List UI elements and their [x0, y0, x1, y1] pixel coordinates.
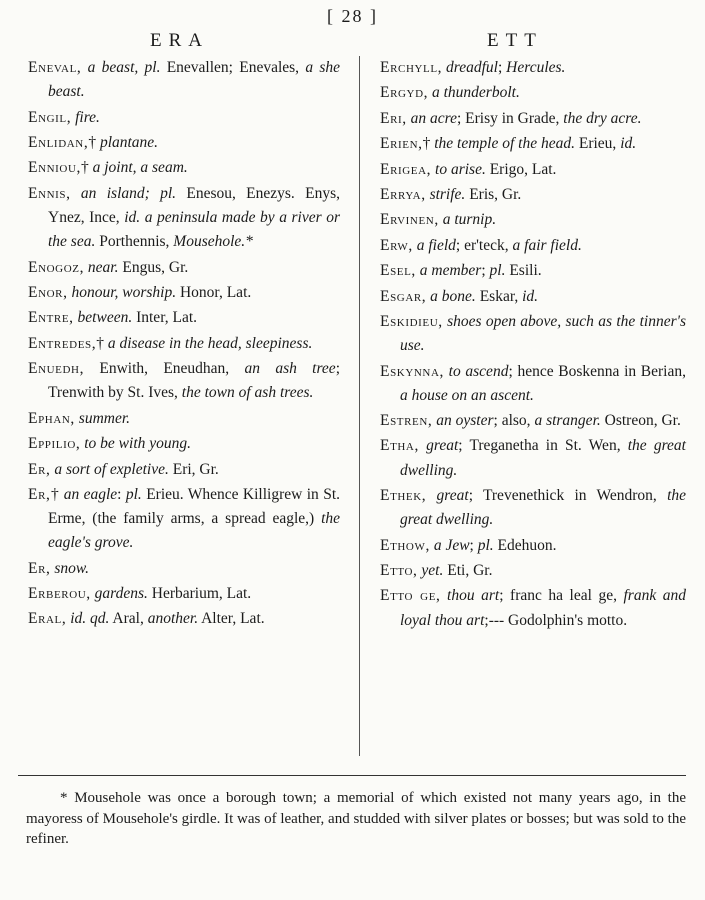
dictionary-entry [28, 557, 340, 581]
entry-gloss: a house on an ascent. [400, 386, 534, 404]
entry-gloss: the eagle's grove. [48, 510, 340, 552]
entry-text: Erieu, [574, 135, 621, 153]
entry-text: Enwith, Eneudhan, [84, 360, 245, 378]
dictionary-entry [380, 259, 686, 283]
entry-gloss: a she beast. [48, 59, 340, 101]
entry-gloss: the town of ash trees. [181, 384, 314, 402]
dictionary-entry [380, 81, 686, 105]
right-column [380, 56, 686, 634]
entry-gloss: a Jew [429, 536, 470, 554]
left-column-heading: ERA [150, 30, 209, 51]
entry-text: † [96, 334, 108, 352]
entry-text: ; [469, 536, 478, 554]
entry-text: Enesou, Enezys. Enys, Ynez, Ince, [48, 184, 340, 226]
footnote-rule [18, 775, 686, 776]
entry-gloss: between. [73, 309, 133, 327]
entry-gloss: a stranger. [534, 412, 601, 430]
dictionary-entry [28, 56, 340, 104]
entry-gloss: Hercules. [506, 59, 566, 76]
dictionary-entry [28, 458, 340, 482]
entry-text: Engus, Gr. [118, 258, 189, 276]
entry-gloss: an acre [406, 109, 457, 127]
entry-text: ; Erisy in Grade, [456, 109, 564, 127]
entry-gloss: the great dwelling. [400, 437, 686, 479]
entry-gloss: a bone. [426, 287, 476, 305]
entry-text: ; [481, 262, 490, 280]
entry-text: † [50, 485, 64, 503]
entry-headword: Esel, [380, 262, 416, 280]
entry-gloss: dreadful [442, 59, 498, 76]
entry-text: : [117, 485, 126, 503]
entry-text: ; Trenwith by St. Ives, [48, 360, 340, 402]
entry-gloss: id. a peninsula made by a river or the sea. [48, 208, 340, 251]
entry-headword: Eskidieu, [380, 312, 443, 330]
entry-text: ; er'teck, [455, 236, 513, 254]
entry-gloss: yet. [417, 562, 444, 580]
dictionary-entry [28, 483, 340, 556]
entry-headword: Errya, [380, 185, 426, 203]
entry-text: Edehuon. [493, 536, 557, 554]
entry-headword: Enor, [28, 283, 68, 301]
entry-text: Aral, [109, 610, 148, 628]
entry-headword: Etto, [380, 562, 418, 580]
entry-text: ; hence Boskenna in Berian, [508, 362, 686, 380]
dictionary-entry [380, 559, 686, 583]
entry-headword: Enogoz, [28, 258, 85, 276]
entry-text: Eri, Gr. [168, 460, 219, 478]
entry-text: Eris, Gr. [465, 185, 522, 203]
column-divider [359, 56, 360, 756]
entry-text: ;--- Godolphin's motto. [484, 611, 628, 629]
dictionary-entry [28, 332, 340, 356]
entry-text: † [80, 159, 93, 177]
entry-gloss: frank and loyal thou art [400, 587, 686, 629]
entry-text: Alter, Lat. [198, 610, 265, 628]
entry-headword: Eral, [28, 610, 67, 628]
entry-headword: Ennis, [28, 184, 71, 202]
entry-text: Herbarium, Lat. [147, 585, 252, 603]
entry-gloss: an eagle [63, 485, 118, 503]
entry-gloss: id. qd. [66, 610, 110, 628]
entry-gloss: strife. [425, 185, 466, 203]
entry-gloss: pl. [489, 262, 506, 280]
entry-gloss: a sort of expletive. [50, 460, 169, 478]
entry-gloss: shoes open above, such as the tinner's use. [400, 312, 686, 355]
entry-headword: Erw, [380, 236, 413, 254]
dictionary-entry [380, 56, 686, 80]
entry-gloss: to be with young. [80, 435, 192, 453]
entry-headword: Enuedh, [28, 360, 85, 378]
entry-text: ; Trevenethick in Wendron, [468, 487, 668, 505]
entry-headword: Ervinen, [380, 211, 439, 229]
dictionary-entry [28, 131, 340, 155]
entry-gloss: honour, worship. [67, 283, 177, 301]
dictionary-entry [380, 584, 686, 632]
dictionary-entry [28, 106, 340, 130]
entry-headword: Eri, [380, 109, 407, 127]
dictionary-entry [28, 306, 340, 330]
dictionary-entry [380, 484, 686, 532]
entry-headword: Etto ge, [380, 587, 441, 605]
entry-headword: Erchyll, [380, 59, 443, 76]
entry-text: † [422, 135, 435, 153]
dictionary-entry [28, 156, 340, 180]
entry-gloss: snow. [50, 559, 89, 577]
right-column-heading: ETT [487, 30, 543, 51]
entry-headword: Esgar, [380, 287, 427, 305]
entry-headword: Ethek, [380, 487, 427, 505]
entry-gloss: a field [412, 236, 456, 254]
entry-gloss: a turnip. [438, 211, 497, 229]
entry-text: Eti, Gr. [443, 562, 493, 580]
entry-gloss: the dry acre. [563, 109, 642, 127]
entry-headword: Entredes, [28, 334, 97, 352]
entry-gloss: great [418, 437, 459, 455]
entry-gloss: pl. [477, 536, 494, 554]
entry-gloss: a disease in the head, sleepiness. [107, 334, 313, 352]
dictionary-entry [28, 182, 340, 255]
entry-headword: Erigea, [380, 160, 432, 178]
entry-headword: Etha, [380, 437, 419, 455]
entry-gloss: thou art [440, 587, 500, 605]
entry-gloss: the great dwelling. [400, 487, 686, 529]
entry-gloss: fire. [71, 108, 100, 126]
dictionary-entry [380, 208, 686, 232]
entry-gloss: an oyster [432, 412, 494, 430]
entry-headword: Ephan, [28, 409, 75, 427]
dictionary-entry [28, 281, 340, 305]
dictionary-entry [28, 256, 340, 280]
entry-gloss: a fair field. [512, 236, 582, 254]
dictionary-entry [380, 409, 686, 433]
entry-gloss: summer. [74, 409, 131, 427]
entry-headword: Eneval, [28, 59, 82, 76]
dictionary-entry [380, 183, 686, 207]
entry-text: Eskar, [475, 287, 523, 305]
dictionary-entry [380, 534, 686, 558]
entry-headword: Er, [28, 460, 51, 478]
dictionary-entry [380, 132, 686, 156]
entry-text: ; Treganetha in St. Wen, [458, 437, 628, 455]
entry-gloss: to arise. [431, 160, 486, 178]
entry-gloss: gardens. [90, 585, 148, 603]
entry-headword: Er, [28, 559, 51, 577]
entry-gloss: id. [522, 287, 539, 305]
entry-gloss: id. [620, 135, 637, 153]
entry-gloss: an ash tree [244, 360, 336, 378]
dictionary-entry [380, 310, 686, 358]
entry-headword: Ergyd, [380, 84, 429, 102]
entry-text: Esili. [505, 262, 542, 280]
entry-headword: Engil, [28, 108, 72, 126]
entry-text: † [88, 133, 100, 151]
entry-gloss: pl. [125, 485, 142, 503]
entry-gloss: a beast, pl. [81, 59, 167, 76]
entry-headword: Er, [28, 485, 51, 503]
entry-gloss: the temple of the head. [434, 135, 575, 153]
entry-gloss: near. [84, 258, 119, 276]
entry-gloss: a joint, a seam. [92, 159, 188, 177]
entry-gloss: great [426, 487, 469, 505]
entry-headword: Erberou, [28, 585, 91, 603]
entry-gloss: to ascend [443, 362, 509, 380]
dictionary-entry [28, 432, 340, 456]
entry-gloss: plantane. [99, 133, 159, 151]
entry-gloss: another. [147, 610, 199, 628]
entry-text: Enevallen; Enevales, [166, 59, 306, 76]
page-number: [ 28 ] [327, 6, 378, 26]
dictionary-entry [380, 360, 686, 408]
entry-headword: Estren, [380, 412, 433, 430]
dictionary-entry [28, 607, 340, 631]
dictionary-entry [28, 407, 340, 431]
entry-text: Erigo, Lat. [485, 160, 557, 178]
entry-headword: Eppilio, [28, 435, 81, 453]
entry-gloss: a thunderbolt. [428, 84, 520, 102]
entry-text: Ostreon, Gr. [600, 412, 681, 430]
dictionary-entry [380, 434, 686, 482]
dictionary-entry [380, 158, 686, 182]
entry-headword: Erien, [380, 135, 423, 153]
entry-headword: Ethow, [380, 536, 430, 554]
entry-text: ; franc ha leal ge, [499, 587, 624, 605]
footnote: * Mousehole was once a borough town; a memorial of which existed not many years ago, in the mayoress of Mousehole's girdle. It was of leather, and studded with silver plates or bosses; but was sold to the refiner. [26, 790, 686, 847]
entry-text: ; also, [493, 412, 535, 430]
entry-gloss: an island; pl. [70, 184, 187, 202]
dictionary-entry [28, 582, 340, 606]
entry-headword: Enniou, [28, 159, 81, 177]
dictionary-entry [380, 234, 686, 258]
entry-text: Erieu. Whence Killigrew in St. Erme, (the family arms, a spread eagle,) [48, 485, 340, 528]
entry-headword: Eskynna, [380, 362, 444, 380]
entry-headword: Entre, [28, 309, 74, 327]
dictionary-entry [380, 285, 686, 309]
dictionary-entry [28, 357, 340, 405]
entry-text: Honor, Lat. [176, 283, 252, 301]
dictionary-entry [380, 107, 686, 131]
entry-text: Inter, Lat. [132, 309, 198, 327]
entry-gloss: Mousehole.* [173, 233, 253, 251]
left-column [28, 56, 340, 633]
entry-text: ; [497, 59, 507, 76]
entry-text: Porthennis, [95, 233, 174, 251]
entry-headword: Enlidan, [28, 133, 89, 151]
entry-gloss: a member [415, 262, 482, 280]
